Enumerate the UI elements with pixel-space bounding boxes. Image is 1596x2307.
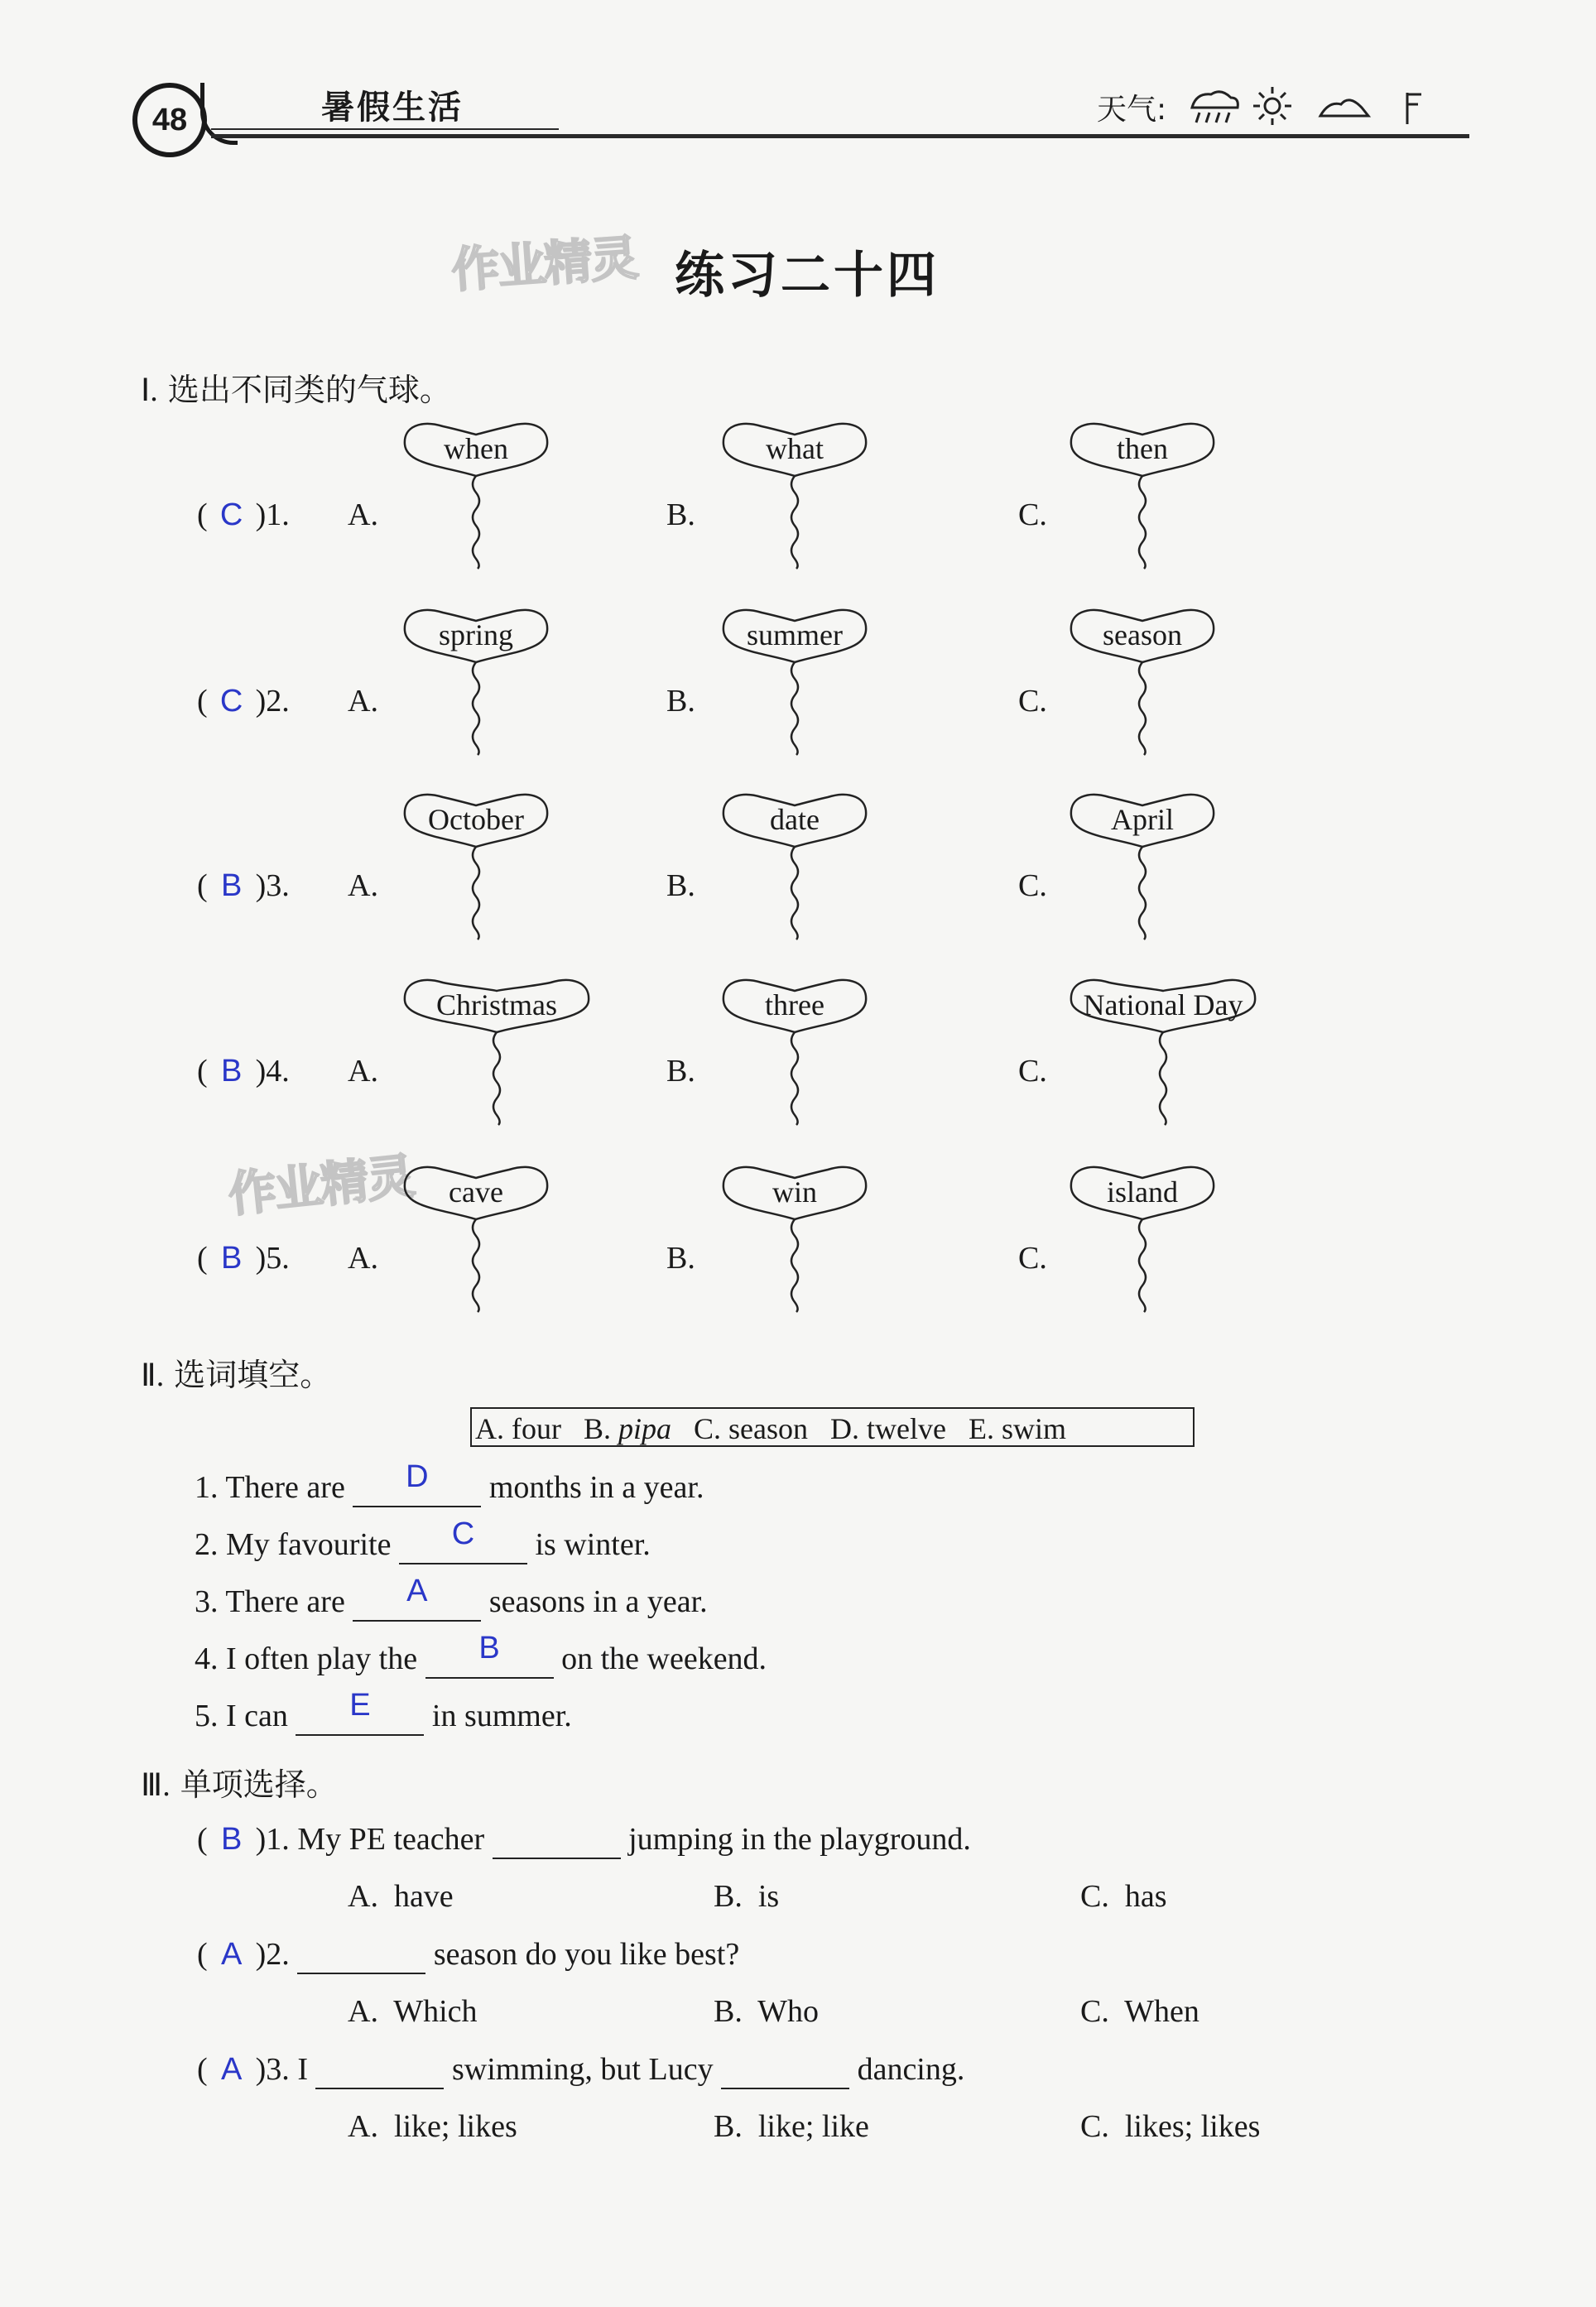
- stem-text: I: [297, 2052, 316, 2087]
- rain-icon: [1192, 92, 1238, 123]
- option-label-c: C.: [1018, 684, 1047, 719]
- balloon-word: National Day: [1083, 988, 1243, 1021]
- answer-mark: A: [220, 1937, 243, 1972]
- open-paren: (: [197, 2052, 208, 2087]
- answer-blank[interactable]: [493, 1821, 621, 1859]
- part1-roman: Ⅰ.: [141, 373, 158, 408]
- part3-heading: [141, 1759, 338, 1805]
- option-label-a: A.: [348, 1054, 378, 1089]
- answer-mark: A: [220, 2052, 243, 2087]
- word-bank-c: C. season: [694, 1412, 809, 1445]
- answer-mark: B: [220, 868, 243, 903]
- balloon-word: island: [1107, 1175, 1178, 1209]
- balloon-word: season: [1103, 618, 1182, 651]
- question-number: [197, 497, 290, 533]
- answer-mark: A: [406, 1574, 428, 1608]
- stem-text: dancing.: [849, 2052, 965, 2087]
- mc-option-c[interactable]: C. likes; likes: [1080, 2109, 1261, 2144]
- open-paren: (: [197, 1937, 208, 1972]
- watermark: 作业精灵: [225, 1147, 416, 1223]
- word-bank-b: B.: [583, 1412, 611, 1445]
- balloon-word: what: [766, 432, 824, 465]
- question-num: )2.: [255, 1937, 298, 1972]
- heart-balloon: [1068, 974, 1258, 1140]
- option-label-b: B.: [666, 497, 695, 532]
- sentence-after: is winter.: [526, 1527, 651, 1562]
- balloon-word: then: [1117, 432, 1168, 465]
- part2-roman: Ⅱ.: [141, 1358, 165, 1393]
- heart-balloon: [1068, 789, 1217, 954]
- watermark: 作业精灵: [449, 229, 639, 299]
- open-paren: (: [197, 497, 208, 532]
- exercise-title: 练习二十四: [675, 247, 940, 305]
- heart-balloon: [401, 789, 550, 954]
- option-label-b: B.: [666, 684, 695, 719]
- balloon-word: when: [444, 432, 508, 465]
- sun-icon: [1253, 87, 1291, 125]
- option-label-a: A.: [348, 497, 378, 532]
- balloon-word: Christmas: [435, 988, 557, 1021]
- question-number: [197, 868, 290, 904]
- sentence-num: 4.: [195, 1641, 226, 1676]
- mc-option-b[interactable]: B. is: [714, 1879, 780, 1914]
- mc-option-a[interactable]: A. have: [348, 1879, 454, 1914]
- option-label-c: C.: [1018, 1241, 1047, 1276]
- option-label-b: B.: [666, 868, 695, 903]
- heart-balloon: [401, 1161, 550, 1327]
- mc-question-2: [197, 1936, 739, 1974]
- book-title: 暑假生活: [321, 89, 464, 127]
- stem-text: My PE teacher: [297, 1822, 493, 1857]
- heart-balloon: [401, 974, 592, 1140]
- answer-mark: B: [220, 1822, 243, 1857]
- sentence-num: 5.: [195, 1699, 226, 1733]
- open-paren: (: [197, 684, 208, 719]
- sentence-num: 2.: [195, 1527, 226, 1562]
- answer-mark: C: [219, 497, 243, 532]
- balloon-word: win: [772, 1175, 817, 1209]
- cloud-icon: [1320, 100, 1368, 116]
- option-label-c: C.: [1018, 1054, 1047, 1089]
- answer-mark: C: [219, 684, 243, 719]
- stem-text: jumping in the playground.: [620, 1822, 971, 1857]
- sentence-after: on the weekend.: [553, 1641, 767, 1676]
- mc-option-a[interactable]: A. Which: [348, 1994, 478, 2029]
- answer-blank[interactable]: [297, 1936, 425, 1974]
- sentence-before: There are: [225, 1470, 353, 1505]
- heart-balloon: [1068, 1161, 1217, 1327]
- weather-label: 天气:: [1097, 93, 1167, 127]
- answer-blank[interactable]: [399, 1516, 527, 1564]
- option-label-c: C.: [1018, 868, 1047, 903]
- balloon-word: three: [765, 988, 824, 1021]
- answer-mark: C: [451, 1516, 475, 1551]
- answer-mark: B: [220, 1054, 243, 1089]
- sentence-before: My favourite: [226, 1527, 399, 1562]
- part1-heading-text: 选出不同类的气球。: [167, 372, 451, 408]
- part1-heading: [141, 364, 451, 410]
- header-rule-thin: [211, 128, 559, 130]
- question-num: )3.: [255, 868, 290, 903]
- word-bank-d: D. twelve: [830, 1412, 946, 1445]
- mc-option-b[interactable]: B. Who: [714, 1994, 820, 2029]
- open-paren: (: [197, 1054, 208, 1089]
- balloon-word: October: [428, 803, 524, 836]
- fill-blank-sentence: [195, 1516, 651, 1564]
- balloon-word: date: [770, 803, 820, 836]
- question-num: )3.: [255, 2052, 298, 2087]
- question-num: )5.: [255, 1241, 290, 1276]
- weather-icons: [1188, 83, 1453, 137]
- heart-balloon: [401, 418, 550, 584]
- heart-balloon: [401, 604, 550, 770]
- sentence-num: 3.: [195, 1584, 226, 1619]
- question-num: )1.: [255, 1822, 298, 1857]
- option-label-a: A.: [348, 868, 378, 903]
- part2-heading-text: 选词填空。: [174, 1357, 332, 1393]
- answer-blank[interactable]: [721, 2051, 849, 2089]
- answer-blank[interactable]: [296, 1688, 424, 1736]
- sentence-before: I can: [226, 1699, 296, 1733]
- mc-option-c[interactable]: C. has: [1080, 1879, 1167, 1914]
- fill-blank-sentence: [195, 1631, 767, 1679]
- question-num: )4.: [255, 1054, 290, 1089]
- mc-question-3: [197, 2051, 964, 2089]
- answer-blank[interactable]: [425, 1631, 554, 1679]
- word-bank-e: E. swim: [968, 1412, 1066, 1445]
- question-num: )2.: [255, 684, 290, 719]
- word-bank: [470, 1407, 1195, 1447]
- answer-mark: B: [220, 1241, 243, 1276]
- mc-option-c[interactable]: C. When: [1080, 1994, 1199, 2029]
- heart-balloon: [720, 418, 869, 584]
- stem-text: swimming, but Lucy: [444, 2052, 722, 2087]
- fill-blank-sentence: [195, 1688, 572, 1736]
- option-label-b: B.: [666, 1241, 695, 1276]
- fill-blank-sentence: [195, 1459, 704, 1507]
- mc-option-a[interactable]: A. like; likes: [348, 2109, 517, 2144]
- word-bank-a: A. four: [475, 1412, 561, 1445]
- sentence-num: 1.: [195, 1470, 226, 1505]
- answer-blank[interactable]: [353, 1574, 481, 1622]
- sentence-before: There are: [225, 1584, 353, 1619]
- open-paren: (: [197, 868, 208, 903]
- answer-blank[interactable]: [315, 2051, 444, 2089]
- heart-balloon: [720, 1161, 869, 1327]
- part2-heading: [141, 1349, 331, 1395]
- question-num: )1.: [255, 497, 290, 532]
- mc-question-1: [197, 1821, 971, 1859]
- heart-balloon: [1068, 604, 1217, 770]
- balloon-word: summer: [747, 618, 843, 651]
- sentence-after: seasons in a year.: [481, 1584, 708, 1619]
- part3-heading-text: 单项选择。: [180, 1766, 338, 1803]
- heart-balloon: [720, 974, 869, 1140]
- stem-text: season do you like best?: [425, 1937, 740, 1972]
- balloon-word: April: [1111, 803, 1174, 836]
- sentence-before: I often play the: [226, 1641, 425, 1676]
- balloon-word: spring: [439, 618, 513, 651]
- sentence-after: months in a year.: [481, 1470, 704, 1505]
- fill-blank-sentence: [195, 1574, 708, 1622]
- wind-flag-icon: [1407, 93, 1421, 124]
- mc-option-b[interactable]: B. like; like: [714, 2109, 869, 2144]
- open-paren: (: [197, 1241, 208, 1276]
- heart-balloon: [720, 604, 869, 770]
- question-number: [197, 683, 290, 719]
- heart-balloon: [720, 789, 869, 954]
- option-label-b: B.: [666, 1054, 695, 1089]
- heart-balloon: [1068, 418, 1217, 584]
- question-number: [197, 1240, 290, 1276]
- answer-mark: D: [406, 1459, 429, 1494]
- word-bank-b-word: pipa: [618, 1412, 672, 1445]
- option-label-a: A.: [348, 684, 378, 719]
- question-number: [197, 1053, 290, 1089]
- option-label-a: A.: [348, 1241, 378, 1276]
- open-paren: (: [197, 1822, 208, 1857]
- part3-roman: Ⅲ.: [141, 1768, 171, 1803]
- answer-mark: E: [349, 1688, 371, 1723]
- balloon-word: cave: [449, 1175, 503, 1209]
- option-label-c: C.: [1018, 497, 1047, 532]
- answer-blank[interactable]: [353, 1459, 481, 1507]
- sentence-after: in summer.: [424, 1699, 572, 1733]
- answer-mark: B: [478, 1631, 500, 1665]
- page-number: 48: [132, 83, 207, 157]
